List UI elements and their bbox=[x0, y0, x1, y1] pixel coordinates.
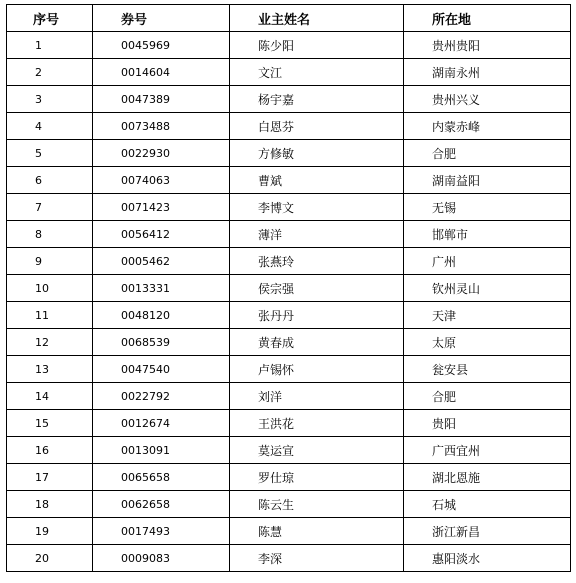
cell-location: 浙江新昌 bbox=[404, 518, 571, 545]
cell-ticket: 0047389 bbox=[93, 86, 230, 113]
cell-owner-name: 王洪花 bbox=[230, 410, 404, 437]
cell-owner-name: 李博文 bbox=[230, 194, 404, 221]
cell-seq: 20 bbox=[7, 545, 93, 572]
cell-owner-name: 卢锡怀 bbox=[230, 356, 404, 383]
cell-seq: 14 bbox=[7, 383, 93, 410]
cell-seq: 13 bbox=[7, 356, 93, 383]
cell-ticket: 0048120 bbox=[93, 302, 230, 329]
cell-owner-name: 陈云生 bbox=[230, 491, 404, 518]
cell-location: 太原 bbox=[404, 329, 571, 356]
cell-owner-name: 曹斌 bbox=[230, 167, 404, 194]
table-row bbox=[7, 248, 571, 275]
cell-ticket: 0022930 bbox=[93, 140, 230, 167]
table-row bbox=[7, 113, 571, 140]
table-row bbox=[7, 221, 571, 248]
cell-location: 无锡 bbox=[404, 194, 571, 221]
header-row bbox=[7, 5, 571, 32]
cell-seq: 15 bbox=[7, 410, 93, 437]
cell-location: 合肥 bbox=[404, 383, 571, 410]
cell-location: 贵阳 bbox=[404, 410, 571, 437]
cell-owner-name: 莫运宣 bbox=[230, 437, 404, 464]
table-row bbox=[7, 167, 571, 194]
table-row bbox=[7, 275, 571, 302]
cell-ticket: 0013331 bbox=[93, 275, 230, 302]
cell-ticket: 0009083 bbox=[93, 545, 230, 572]
table-row bbox=[7, 59, 571, 86]
cell-location: 邯郸市 bbox=[404, 221, 571, 248]
cell-location: 内蒙赤峰 bbox=[404, 113, 571, 140]
cell-seq: 18 bbox=[7, 491, 93, 518]
cell-location: 惠阳淡水 bbox=[404, 545, 571, 572]
cell-ticket: 0068539 bbox=[93, 329, 230, 356]
cell-seq: 1 bbox=[7, 32, 93, 59]
cell-owner-name: 李深 bbox=[230, 545, 404, 572]
cell-location: 广州 bbox=[404, 248, 571, 275]
table-row bbox=[7, 140, 571, 167]
table-row bbox=[7, 194, 571, 221]
cell-seq: 2 bbox=[7, 59, 93, 86]
cell-location: 湖南永州 bbox=[404, 59, 571, 86]
cell-seq: 19 bbox=[7, 518, 93, 545]
cell-owner-name: 白恩芬 bbox=[230, 113, 404, 140]
cell-ticket: 0022792 bbox=[93, 383, 230, 410]
cell-owner-name: 张燕玲 bbox=[230, 248, 404, 275]
cell-seq: 17 bbox=[7, 464, 93, 491]
cell-owner-name: 陈慧 bbox=[230, 518, 404, 545]
cell-ticket: 0017493 bbox=[93, 518, 230, 545]
cell-seq: 16 bbox=[7, 437, 93, 464]
cell-ticket: 0005462 bbox=[93, 248, 230, 275]
header-location: 所在地 bbox=[404, 5, 571, 32]
table-row bbox=[7, 356, 571, 383]
cell-location: 湖南益阳 bbox=[404, 167, 571, 194]
cell-location: 贵州兴义 bbox=[404, 86, 571, 113]
cell-ticket: 0045969 bbox=[93, 32, 230, 59]
cell-location: 钦州灵山 bbox=[404, 275, 571, 302]
cell-location: 贵州贵阳 bbox=[404, 32, 571, 59]
cell-seq: 3 bbox=[7, 86, 93, 113]
table-row bbox=[7, 32, 571, 59]
cell-owner-name: 侯宗强 bbox=[230, 275, 404, 302]
cell-owner-name: 薄洋 bbox=[230, 221, 404, 248]
table-row bbox=[7, 329, 571, 356]
table-header bbox=[7, 5, 571, 32]
cell-seq: 8 bbox=[7, 221, 93, 248]
cell-owner-name: 方修敏 bbox=[230, 140, 404, 167]
table-row bbox=[7, 86, 571, 113]
cell-seq: 9 bbox=[7, 248, 93, 275]
table-row bbox=[7, 464, 571, 491]
cell-owner-name: 罗仕琼 bbox=[230, 464, 404, 491]
cell-location: 合肥 bbox=[404, 140, 571, 167]
cell-ticket: 0047540 bbox=[93, 356, 230, 383]
cell-seq: 11 bbox=[7, 302, 93, 329]
table-row bbox=[7, 545, 571, 572]
cell-ticket: 0062658 bbox=[93, 491, 230, 518]
cell-ticket: 0074063 bbox=[93, 167, 230, 194]
cell-owner-name: 杨宇嘉 bbox=[230, 86, 404, 113]
table-row bbox=[7, 383, 571, 410]
cell-ticket: 0013091 bbox=[93, 437, 230, 464]
cell-owner-name: 陈少阳 bbox=[230, 32, 404, 59]
table-row bbox=[7, 518, 571, 545]
header-seq: 序号 bbox=[7, 5, 93, 32]
table-row bbox=[7, 437, 571, 464]
cell-location: 瓮安县 bbox=[404, 356, 571, 383]
cell-owner-name: 文江 bbox=[230, 59, 404, 86]
cell-seq: 4 bbox=[7, 113, 93, 140]
cell-ticket: 0056412 bbox=[93, 221, 230, 248]
table-row bbox=[7, 302, 571, 329]
cell-owner-name: 黄春成 bbox=[230, 329, 404, 356]
cell-location: 湖北恩施 bbox=[404, 464, 571, 491]
cell-seq: 7 bbox=[7, 194, 93, 221]
cell-seq: 5 bbox=[7, 140, 93, 167]
table-row bbox=[7, 491, 571, 518]
cell-location: 天津 bbox=[404, 302, 571, 329]
cell-ticket: 0073488 bbox=[93, 113, 230, 140]
table-row bbox=[7, 410, 571, 437]
cell-seq: 12 bbox=[7, 329, 93, 356]
cell-owner-name: 张丹丹 bbox=[230, 302, 404, 329]
cell-owner-name: 刘洋 bbox=[230, 383, 404, 410]
cell-ticket: 0012674 bbox=[93, 410, 230, 437]
cell-ticket: 0065658 bbox=[93, 464, 230, 491]
header-ticket: 券号 bbox=[93, 5, 230, 32]
cell-location: 广西宜州 bbox=[404, 437, 571, 464]
cell-ticket: 0071423 bbox=[93, 194, 230, 221]
cell-seq: 10 bbox=[7, 275, 93, 302]
header-owner-name: 业主姓名 bbox=[230, 5, 404, 32]
cell-seq: 6 bbox=[7, 167, 93, 194]
table-body bbox=[7, 32, 571, 572]
cell-ticket: 0014604 bbox=[93, 59, 230, 86]
winners-table bbox=[6, 4, 571, 572]
cell-location: 石城 bbox=[404, 491, 571, 518]
